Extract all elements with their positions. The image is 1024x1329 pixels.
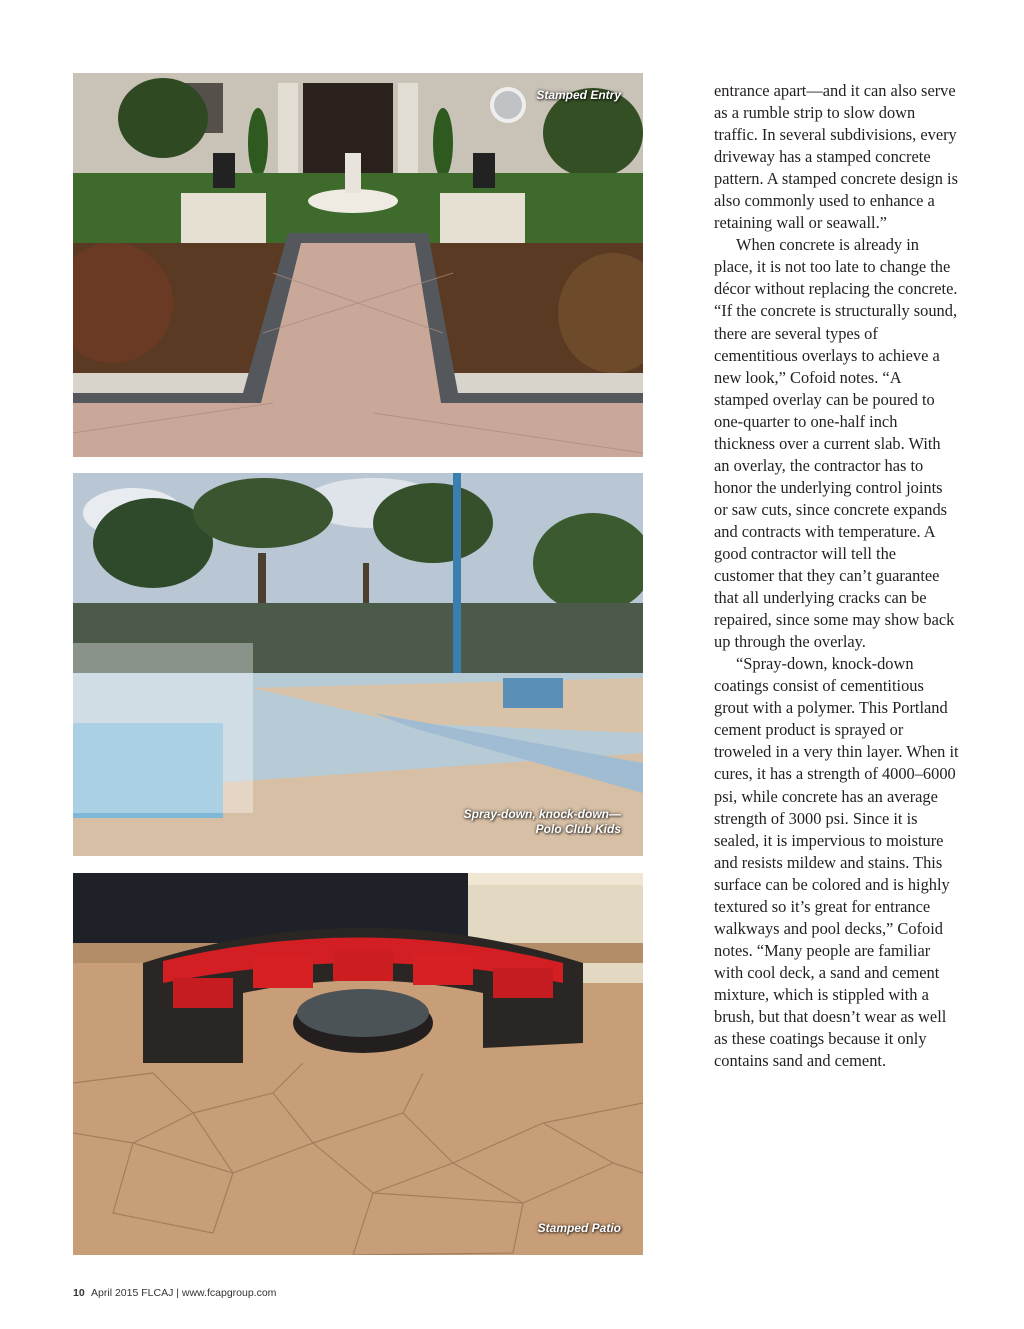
body-paragraph: “Spray-down, knock-down coatings consist of cementitious grout with a polymer. This Portland cement product is sprayed or troweled in a very thin layer. When it cures, it has a strength of 4000–6000 psi, while concrete has an average strength of 3000 psi. Since it is sealed, it is impervious to moisture and resists mildew and stains. This surface can be colored and is highly textured so it’s great for entrance walkways and pool decks,” Cofoid notes. “Many people are familiar with cool deck, a sand and cement mixture, which is stippled with a brush, but that doesn’t wear as well as these coatings because it only contains sand and cement. bbox=[714, 654, 959, 1071]
photo-caption bbox=[538, 1221, 621, 1236]
article-body bbox=[714, 80, 959, 1072]
page-number: 10 bbox=[73, 1287, 85, 1299]
caption-line: Stamped Patio bbox=[537, 1221, 621, 1235]
photo-caption bbox=[536, 88, 621, 103]
caption-line: Stamped Entry bbox=[536, 88, 621, 102]
body-paragraph: When concrete is already in place, it is not too late to change the décor without replacing the concrete. “If the concrete is structurally sound, there are several types of cementitious overlays to achieve a new look,” Cofoid notes. “A stamped overlay can be poured to one-quarter to one-half inch thickness over a current slab. With an overlay, the contractor has to honor the underlying control joints or saw cuts, since concrete expands and contracts with temperature. A good contractor will tell the customer that they can’t guarantee that all underlying cracks can be repaired, since some may show back up through the overlay. bbox=[714, 235, 958, 652]
body-paragraph: entrance apart—and it can also serve as a rumble strip to slow down traffic. In several subdivisions, every driveway has a stamped concrete pattern. A stamped concrete design is also commonly used to enhance a retaining wall or seawall.” bbox=[714, 81, 958, 233]
caption-line: Polo Club Kids bbox=[535, 822, 621, 836]
stamped-patio-photo bbox=[73, 873, 643, 1255]
footer-text: April 2015 FLCAJ | www.fcapgroup.com bbox=[91, 1287, 277, 1299]
photo-caption bbox=[464, 807, 621, 837]
spray-down-pool-photo bbox=[73, 473, 643, 856]
caption-line: Spray-down, knock-down— bbox=[463, 807, 621, 821]
page-footer bbox=[73, 1287, 276, 1299]
stamped-entry-photo bbox=[73, 73, 643, 457]
